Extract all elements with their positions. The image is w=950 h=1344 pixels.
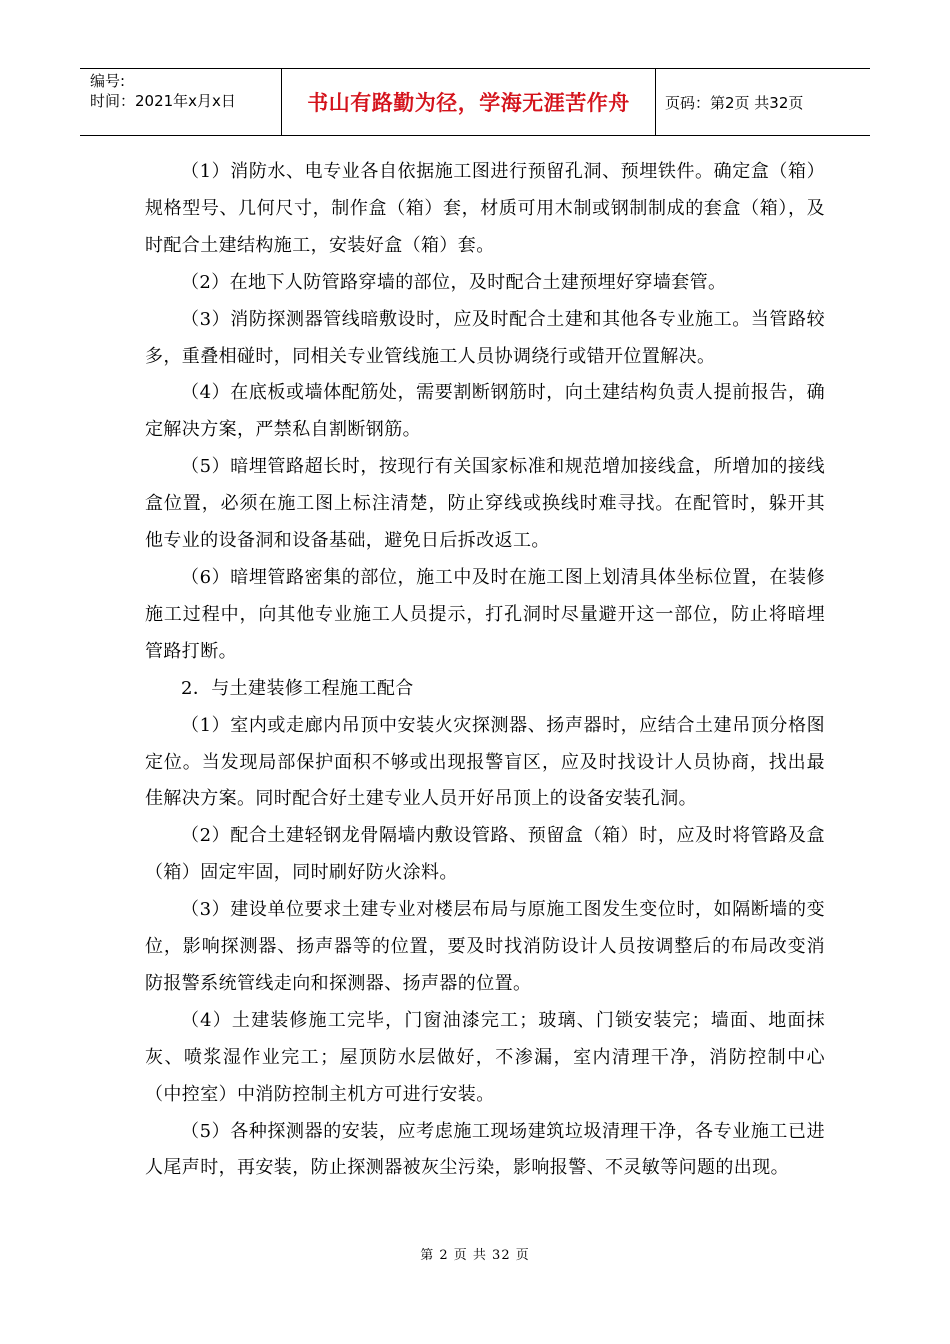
paragraph: （2）在地下人防管路穿墙的部位，及时配合土建预埋好穿墙套管。 (181, 271, 727, 293)
paragraph: （3）建设单位要求土建专业对楼层布局与原施工图发生变位时，如隔断墙的变位，影响探测器、扬声器等的位置，要及时找消防设计人员按调整后的布局改变消防报警系统管线走向和探测器、扬声器的位置。 (145, 899, 825, 994)
header-page-info: 页码：第2页 共32页 (665, 93, 804, 112)
document-body (145, 154, 825, 1187)
paragraph: （3）消防探测器管线暗敷设时，应及时配合土建和其他各专业施工。当管路较多，重叠相碰时，同相关专业管线施工人员协调绕行或错开位置解决。 (145, 308, 825, 367)
header-meta (80, 69, 282, 135)
paragraph: （6）暗埋管路密集的部位，施工中及时在施工图上划清具体坐标位置，在装修施工过程中，向其他专业施工人员提示，打孔洞时尽量避开这一部位，防止将暗埋管路打断。 (145, 566, 825, 662)
paragraph: （5）暗埋管路超长时，按现行有关国家标准和规范增加接线盒，所增加的接线盒位置，必须在施工图上标注清楚，防止穿线或换线时难寻找。在配管时，躲开其他专业的设备洞和设备基础，避免日后拆改返工。 (145, 456, 825, 552)
document-header (80, 68, 870, 136)
serial-number-label: 编号: (90, 72, 126, 90)
paragraph: （5）各种探测器的安装，应考虑施工现场建筑垃圾清理干净，各专业施工已进人尾声时，再安装，防止探测器被灰尘污染，影响报警、不灵敏等问题的出现。 (145, 1120, 825, 1179)
paragraph: （2）配合土建轻钢龙骨隔墙内敷设管路、预留盒（箱）时，应及时将管路及盒（箱）固定牢固，同时刷好防火涂料。 (145, 825, 825, 884)
page-footer: 第 2 页 共 32 页 (420, 1248, 530, 1263)
paragraph: （4）土建装修施工完毕，门窗油漆完工；玻璃、门锁安装完；墙面、地面抹灰、喷浆湿作业完工；屋顶防水层做好，不渗漏，室内清理干净，消防控制中心（中控室）中消防控制主机方可进行安装。 (145, 1009, 825, 1105)
date-label: 时间：2021年x月x日 (90, 92, 236, 110)
paragraph: （1）室内或走廊内吊顶中安装火灾探测器、扬声器时，应结合土建吊顶分格图定位。当发现局部保护面积不够或出现报警盲区，应及时找设计人员协商，找出最佳解决方案。同时配合好土建专业人员开好吊顶上的设备安装孔洞。 (145, 714, 825, 810)
paragraph: （1）消防水、电专业各自依据施工图进行预留孔洞、预埋铁件。确定盒（箱）规格型号、几何尺寸，制作盒（箱）套，材质可用木制或钢制制成的套盒（箱），及时配合土建结构施工，安装好盒（箱）套。 (145, 161, 825, 256)
header-motto: 书山有路勤为径，学海无涯苦作舟 (282, 69, 656, 135)
paragraph: （4）在底板或墙体配筋处，需要割断钢筋时，向土建结构负责人提前报告，确定解决方案，严禁私自割断钢筋。 (145, 382, 825, 441)
section-heading: 2．与土建装修工程施工配合 (181, 677, 414, 699)
